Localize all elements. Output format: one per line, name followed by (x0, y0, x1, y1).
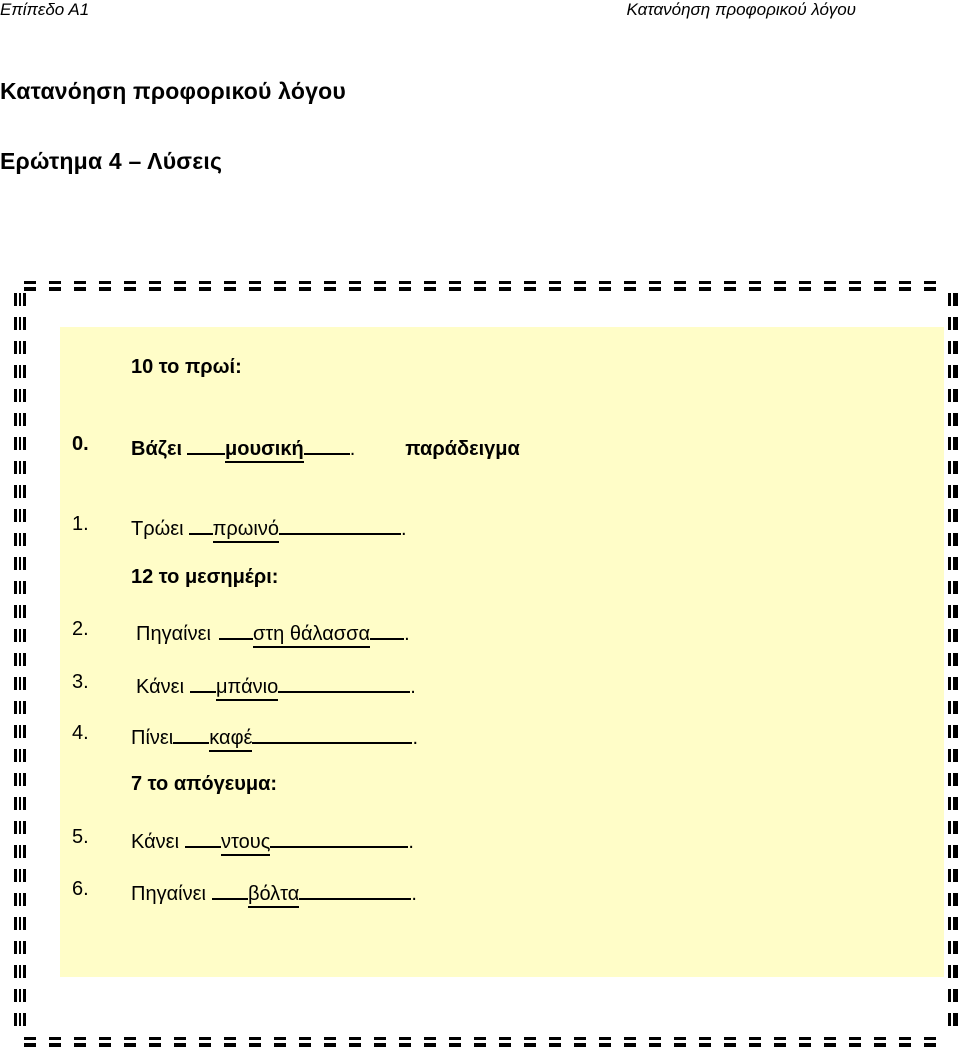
item-4-blank-post (252, 722, 412, 744)
item-3-end: . (410, 676, 416, 698)
item-5-number: 5. (72, 826, 89, 848)
item-1 (131, 513, 407, 543)
frame-border-left (14, 293, 26, 1035)
frame-border-bottom (24, 1037, 948, 1047)
header-level: Επίπεδο Α1 (0, 0, 90, 19)
item-1-number: 1. (72, 513, 89, 535)
item-1-blank-post (279, 513, 401, 535)
item-1-answer: πρωινό (213, 518, 279, 543)
item-5-blank-post (270, 826, 408, 848)
page-subtitle: Ερώτημα 4 – Λύσεις (0, 148, 223, 174)
item-4 (131, 722, 418, 752)
item-6-verb: Πηγαίνει (131, 883, 206, 905)
item-3-blank-pre (190, 671, 216, 693)
item-0 (131, 433, 520, 463)
section-heading-afternoon (131, 773, 277, 796)
page-title: Κατανόηση προφορικού λόγου (0, 78, 346, 104)
item-0-end: . (349, 438, 356, 460)
item-4-verb: Πίνει (131, 727, 174, 749)
section-heading-morning (131, 356, 242, 379)
item-0-verb: Βάζει (131, 438, 182, 460)
item-2-answer: στη θάλασσα (253, 623, 370, 648)
item-1-blank-pre (189, 513, 213, 535)
item-6-number: 6. (72, 878, 89, 900)
item-6-answer: βόλτα (248, 883, 299, 908)
item-1-end: . (400, 518, 407, 540)
section-heading-noon (131, 566, 278, 589)
item-0-blank-post (304, 433, 350, 455)
item-6-end: . (411, 883, 417, 905)
item-3-blank-post (278, 671, 410, 693)
item-2 (136, 618, 410, 648)
item-4-end: . (412, 727, 419, 749)
section-heading-text: 7 το απόγευμα: (131, 773, 278, 795)
section-heading-text: 12 το μεσημέρι: (131, 566, 279, 588)
item-2-blank-post (370, 618, 404, 640)
item-2-end: . (404, 623, 410, 645)
item-5 (131, 826, 414, 856)
item-2-blank-pre (219, 618, 253, 640)
item-5-end: . (408, 831, 414, 853)
item-6 (131, 878, 417, 908)
item-1-verb: Τρώει (131, 518, 184, 540)
item-5-answer: ντους (221, 831, 270, 856)
item-3-number: 3. (72, 671, 89, 693)
section-heading-text: 10 το πρωί: (131, 356, 242, 378)
item-5-verb: Κάνει (131, 831, 180, 853)
item-6-blank-pre (212, 878, 248, 900)
item-6-blank-post (299, 878, 411, 900)
item-5-blank-pre (185, 826, 221, 848)
item-2-number: 2. (72, 618, 89, 640)
item-0-answer: μουσική (225, 438, 304, 463)
item-3-verb: Κάνει (136, 676, 185, 698)
header-section: Κατανόηση προφορικού λόγου (626, 0, 856, 19)
item-0-number: 0. (72, 433, 89, 455)
item-3-answer: μπάνιο (216, 676, 278, 701)
item-2-verb: Πηγαίνει (136, 623, 211, 645)
item-0-note: παράδειγμα (405, 438, 520, 460)
item-3 (136, 671, 416, 701)
item-0-blank-pre (187, 433, 225, 455)
item-4-number: 4. (72, 722, 89, 744)
frame-border-top (24, 281, 948, 291)
frame-border-right (948, 293, 958, 1035)
item-4-answer: καφέ (209, 727, 252, 752)
item-4-blank-pre (173, 722, 209, 744)
